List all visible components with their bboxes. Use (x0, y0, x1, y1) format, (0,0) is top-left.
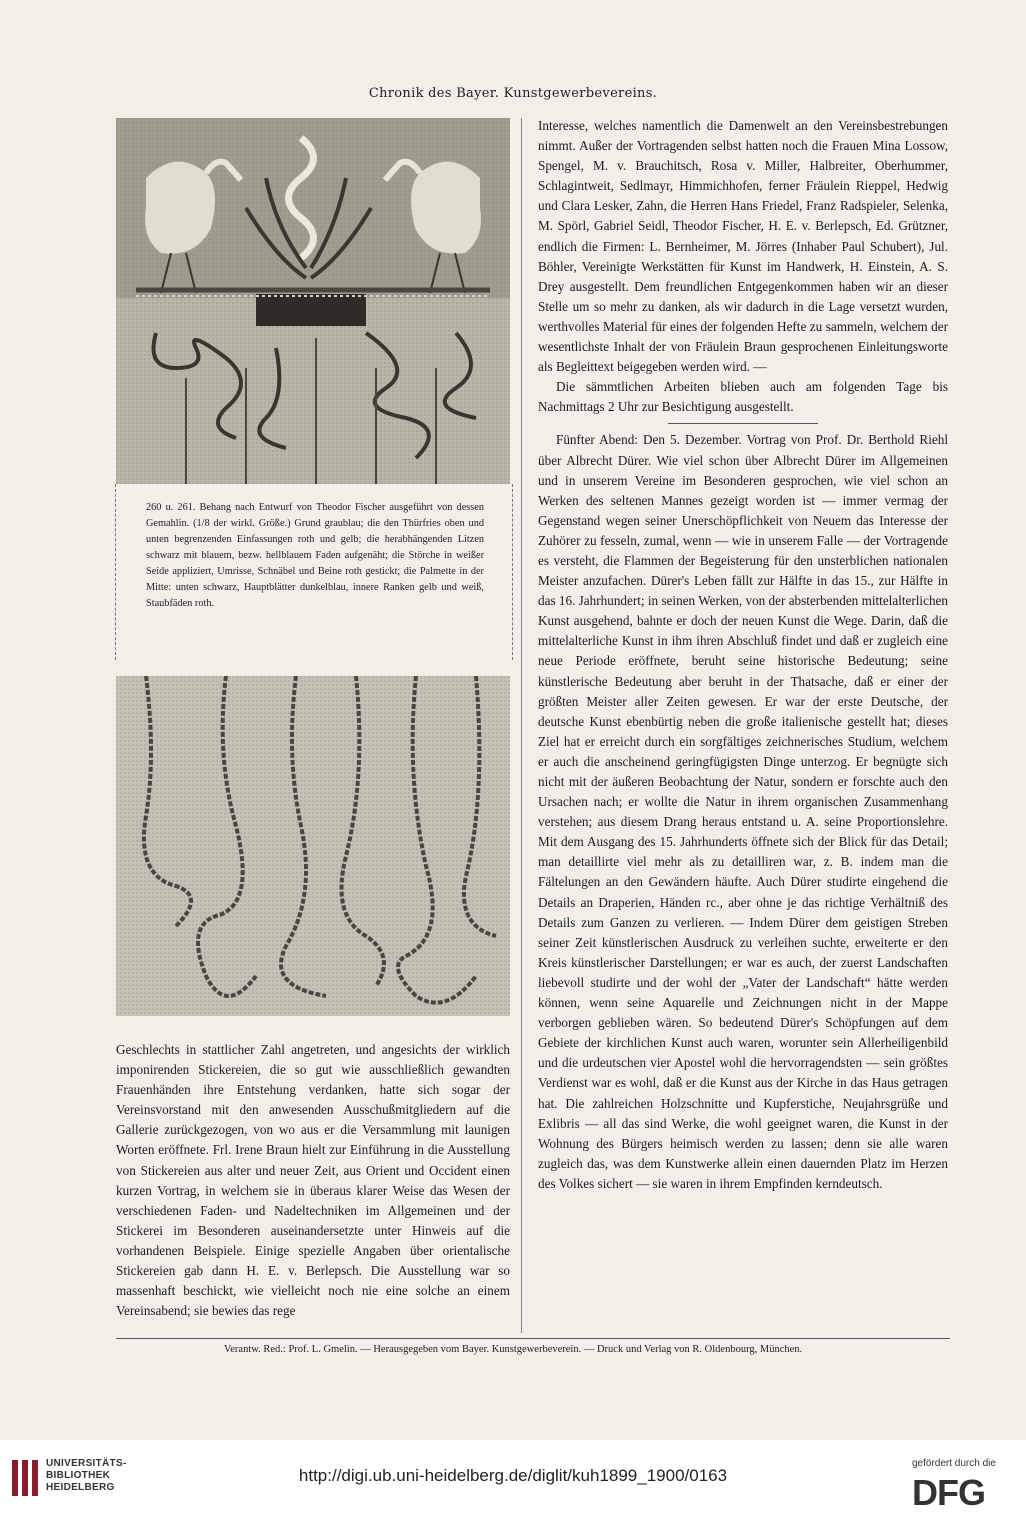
footer-rule (116, 1338, 950, 1339)
funded-by-label: gefördert durch die (912, 1458, 996, 1469)
figure-caption: 260 u. 261. Behang nach Entwurf von Theodor Fischer ausgeführt von dessen Gemahlin. (1/8 der wirkl. Größe.) Grund graublau; die den Thürfries oben und unten begrenzenden Einfassungen roth und gelb; die herabhängenden Litzen schwarz mit blauem, bezw. hellblauem Faden aufgenäht; die Störche in weißer Seide appliziert, Umrisse, Schnäbel und Beine roth gestickt; die Palmette in der Mitte: unten schwarz, Hauptblätter dunkelblau, innere Ranken gelb und weiß, Staubfäden roth. (146, 502, 484, 609)
column-divider (521, 118, 522, 1333)
figure-261-embroidery-cords (116, 676, 510, 1016)
section-rule (668, 423, 818, 424)
running-header: Chronik des Bayer. Kunstgewerbevereins. (368, 86, 658, 101)
library-name-line: BIBLIOTHEK (46, 1470, 111, 1481)
figure-260-embroidery-storks (116, 118, 510, 484)
dfg-logo: DFG (912, 1472, 985, 1513)
left-column-text (116, 1040, 510, 1321)
section-fuenfter-abend: Fünfter Abend: Den 5. Dezember. Vortrag von Prof. Dr. Berthold Riehl über Albrecht Dürer. Wie viel schon über Albrecht Dürer im Allgemeinen und in unserem Vereine im Besonderen gesprochen, wie viel schon an Werken des seltenen Mannes gezeigt worden ist — immer vermag der Gegenstand wegen seiner Unerschöpflichkeit von Neuem das Interesse der Zuhörer zu fesseln, zumal, wenn — wie in unserem Falle — der Vortragende es versteht, die Flammen der Begeisterung für den unsterblichen nationalen Meister anzufachen. Dürer's Leben fällt zur Hälfte in das 15., zur Hälfte in das 16. Jahrhundert; in seinen Werken, von der absterbenden mittelalterlichen Kunst ausgehend, bahnte er doch der neuen Kunst die Wege. Darin, daß die mittelalterliche Kunst in ihm ihren Abschluß findet und daß er zugleich eine neue Periode eröffnete, beruht seine historische Bedeutung; seine künstlerische Bedeutung aber beruht in der Thatsache, daß er einer der größten Meister aller Zeiten gewesen. Er war der erste Deutsche, der deutsche Kunst ebenbürtig neben die große italienische gestellt hat; dieses Ziel hat er erreicht durch ein sorgfältiges zeichnerisches Studium, welchem er auch die anscheinend geringfügigsten Dinge unterzog. Er begnügte sich nicht mit der äußeren Beobachtung der Natur, sondern er forschte auch den Ursachen nach; er wollte die Natur in ihrem organischen Zusammenhang verstehen; aus diesem Drang heraus entstand u. A. seine Proportionslehre. Mit dem Ausgang des 15. Jahrhunderts öffnete sich der Blick für das Detail; man detaillirte viel mehr als zu detailliren war, z. B. indem man die Fältelungen an den Gewändern häufte. Auch Dürer studirte eingehend die Details an Draperien, Händen rc., aber ohne je das richtige Verhältniß des Details zum Ganzen zu verlieren. — Indem Dürer dem geistigen Streben seiner Zeit künstlerischen Ausdruck zu verleihen suchte, erweiterte er den Kreis künstlerischer Darstellungen; er war es auch, der zuerst Landschaften liebevoll studirte und der wohl der „Vater der Landschaft“ hätte werden können, wenn seine Aquarelle und Zeichnungen nicht in der Mappe verborgen geblieben wären. So bedeutend Dürer's Schöpfungen auf dem Gebiete der kirchlichen Kunst auch waren, worunter sein Allerheiligenbild und die urdeutschen vier Apostel wohl die hervorragendsten — sein größtes Verdienst war es wohl, daß er die Kunst aus der Kirche in das Haus getragen hat. Die zahlreichen Holzschnitte und Kupferstiche, Neujahrsgrüße und Exlibris — all das sind Werke, die wohl geeignet waren, die Kunst in der Wohnung des Bürgers heimisch werden zu lassen; denn sie alle waren zugleich das, was dem Kunstwerke allein einen dauernden Platz im Herzen des Volkes sichert — sie waren in ihrem Empfinden kerndeutsch. (538, 432, 948, 1191)
paragraph: Die sämmtlichen Arbeiten blieben auch am folgenden Tage bis Nachmittags 2 Uhr zur Besichtigung ausgestellt. (538, 379, 948, 415)
paragraph: Geschlechts in stattlicher Zahl angetreten, und angesichts der wirklich imponirenden Stickereien, die so gut wie ausschließlich gewandten Frauenhänden ihre Entstehung verdanken, hatte sich sogar der Vereinsvorstand mit den anwesenden Ausschußmitgliedern auf die Gallerie zurückgezogen, von wo aus er die Versammlung mit launigen Worten eröffnete. Frl. Irene Braun hielt zur Einführung in die Ausstellung von Stickereien aus alter und neuer Zeit, aus Orient und Occident einen kurzen Vortrag, in welchem sie in überaus klarer Weise das Wesen der verschiedenen Faden- und Nadeltechniken im Allgemeinen und der Stickerei im Besonderen auseinandersetzte unter Hinweis auf die vorhandenen Beispiele. Einige spezielle Angaben über orientalische Stickereien gab dann H. E. v. Berlepsch. Die Ausstellung war so massenhaft beschickt, wie vielleicht noch nie eine solche an einem Vereinsabend; sie bewies das rege (116, 1042, 510, 1319)
right-column-text (538, 116, 948, 1194)
imprint-line: Verantw. Red.: Prof. L. Gmelin. — Herausgegeben vom Bayer. Kunstgewerbeverein. — Druck und Verlag von R. Oldenbourg, München. (223, 1344, 803, 1355)
paragraph: Interesse, welches namentlich die Damenwelt an den Vereinsbestrebungen nimmt. Außer der Vortragenden selbst hatten noch die Frauen Mina Lossow, Spengel, M. v. Brauchitsch, Rosa v. Miller, Halbreiter, Oberhummer, Schlagintweit, Sedlmayr, Himmichhofen, ferner Fräulein Rieppel, Hedwig und Clara Lesker, Zahn, die Herren Hans Friedel, Franz Radspieler, Selenka, M. Spörl, Gabriel Seidl, Theodor Fischer, H. E. v. Berlepsch, Ed. Grützner, endlich die Firmen: L. Bernheimer, M. Jörres (Inhaber Paul Schubert), Jul. Böhler, Vereinigte Werkstätten für Kunst im Handwerk, H. Einstein, A. S. Drey ausgestellt. Dem freundlichen Entgegenkommen haben wir an dieser Stelle um so mehr zu danken, als wir dadurch in die Lage versetzt wurden, werthvolles Material für eines der folgenden Hefte zu sammeln, welchem der wesentlichste Inhalt der von Fräulein Braun gesprochenen Einleitungsworte als Begleittext beigegeben werden wird. — (538, 118, 948, 375)
permalink-url[interactable]: http://digi.ub.uni-heidelberg.de/diglit/kuh1899_1900/0163 (298, 1466, 728, 1485)
library-name-line: HEIDELBERG (46, 1482, 115, 1493)
library-name-line: UNIVERSITÄTS- (46, 1458, 127, 1469)
